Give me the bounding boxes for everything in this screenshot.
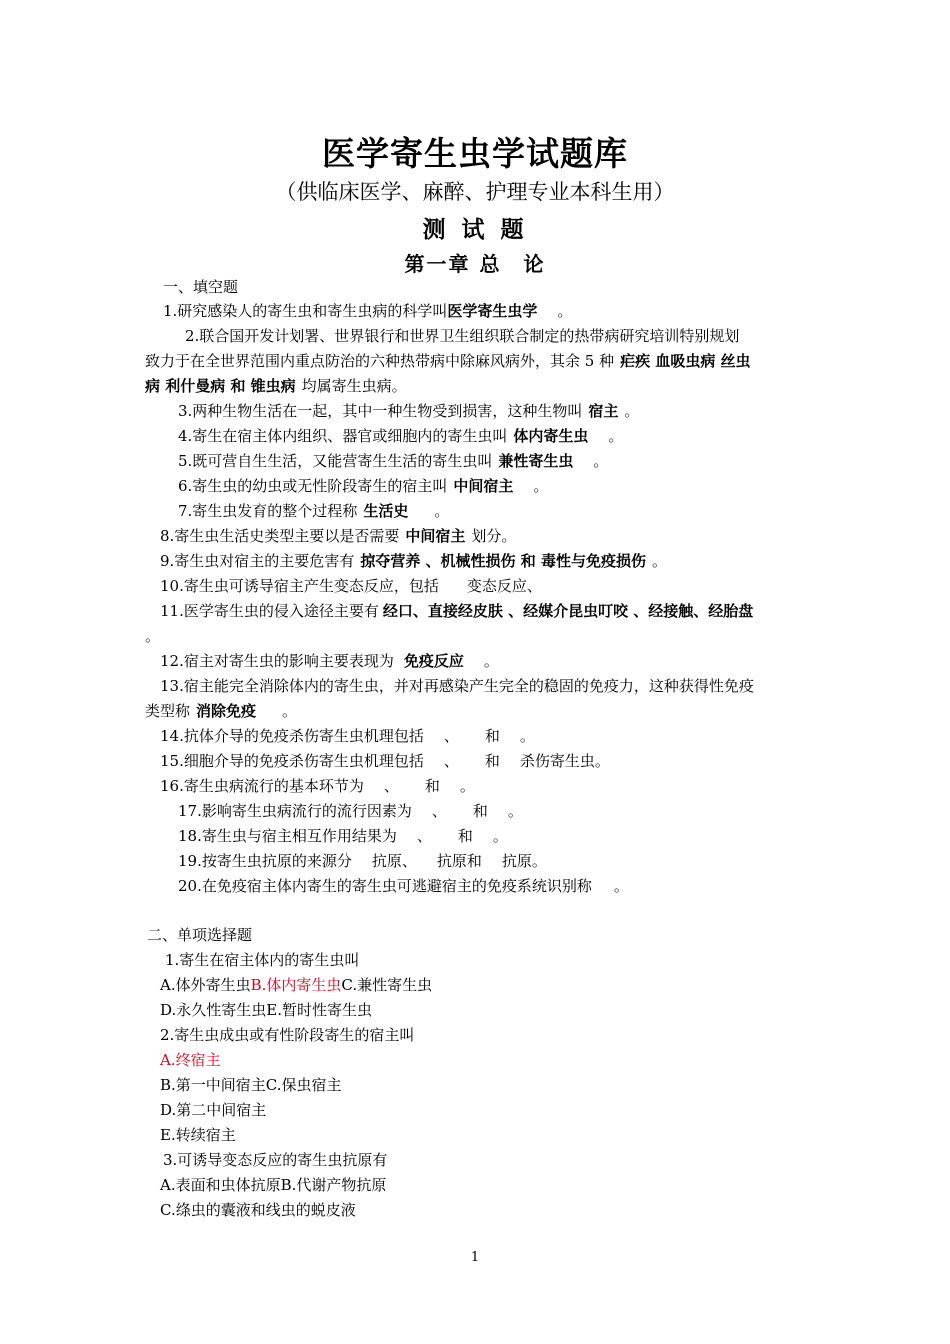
- answer: 消除免疫: [196, 702, 257, 720]
- choice-q2-option-e: E.转续宿主: [160, 1126, 236, 1144]
- chapter-heading: 第一章 总 论: [404, 252, 546, 276]
- fill-q15: [160, 749, 610, 774]
- fill-q10: [160, 574, 542, 599]
- option-b: B.代谢产物抗原: [280, 1176, 387, 1194]
- separator: 和: [457, 827, 473, 845]
- fill-q4: [178, 424, 623, 449]
- fill-q12: [160, 649, 499, 674]
- answer: 疟疾 血吸虫病 丝虫: [620, 352, 751, 370]
- question-text: 20.在免疫宿主体内寄生的寄生虫可逃避宿主的免疫系统识别称: [178, 877, 592, 895]
- answer: 宿主: [588, 402, 619, 420]
- answer: 掠夺营养 、机械性损伤 和 毒性与免疫损伤: [360, 552, 646, 570]
- choice-q1-options-row2: [160, 998, 372, 1023]
- question-end: 。: [434, 502, 450, 520]
- option-b-correct: B.体内寄生虫: [250, 976, 342, 994]
- choice-q2-option-d: D.第二中间宿主: [160, 1101, 267, 1119]
- answer: 兼性寄生虫: [498, 452, 574, 470]
- question-text: 9.寄生虫对宿主的主要危害有: [160, 552, 355, 570]
- fill-q11-end: 。: [145, 627, 161, 645]
- question-end: 。: [492, 827, 508, 845]
- question-end: 。: [507, 802, 523, 820]
- question-end: 。: [652, 552, 668, 570]
- question-end: 。: [519, 727, 535, 745]
- option-b: B.第一中间宿主: [160, 1076, 266, 1094]
- fill-q17: [178, 799, 523, 824]
- antigen-part: 抗原、: [371, 852, 417, 870]
- document-subtitle: （供临床医学、麻醉、护理专业本科生用）: [275, 180, 675, 204]
- answer: 体内寄生虫: [513, 427, 589, 445]
- question-text: 19.按寄生虫抗原的来源分: [178, 852, 352, 870]
- choice-q3-stem: 3.可诱导变态反应的寄生虫抗原有: [163, 1151, 388, 1169]
- question-end: 。: [608, 427, 624, 445]
- answer: 中间宿主: [453, 477, 514, 495]
- question-end: 。: [282, 702, 298, 720]
- fill-q11: [160, 599, 753, 624]
- fill-q13-line2: [145, 699, 297, 724]
- question-text: 4.寄生在宿主体内组织、器官或细胞内的寄生虫叫: [178, 427, 508, 445]
- fill-q7: [178, 499, 449, 524]
- question-text: 致力于在全世界范围内重点防治的六种热带病中除麻风病外，其余 5 种: [145, 352, 615, 370]
- question-text: 8.寄生虫生活史类型主要以是否需要: [160, 527, 400, 545]
- separator: 、: [443, 752, 459, 770]
- question-text: 10.寄生虫可诱导宿主产生变态反应，包括: [160, 577, 439, 595]
- separator: 和: [472, 802, 488, 820]
- question-text: 15.细胞介导的免疫杀伤寄生虫机理包括: [160, 752, 424, 770]
- question-end: 。: [557, 302, 573, 320]
- question-end: 划分。: [471, 527, 517, 545]
- question-text: 12.宿主对寄生虫的影响主要表现为: [160, 652, 394, 670]
- question-text: 7.寄生虫发育的整个过程称: [178, 502, 358, 520]
- question-end: 变态反应、: [466, 577, 542, 595]
- antigen-part: 抗原和: [436, 852, 482, 870]
- document-title: 医学寄生虫学试题库: [322, 134, 628, 173]
- fill-q1: [163, 299, 572, 324]
- question-text: 类型称: [145, 702, 191, 720]
- question-end: 杀伤寄生虫。: [519, 752, 610, 770]
- question-text: 5.既可营自生生活，又能营寄生生活的寄生虫叫: [178, 452, 493, 470]
- answer: 生活史: [363, 502, 409, 520]
- choice-q2-options-row2: [160, 1073, 342, 1098]
- choice-q3-option-c: C.绦虫的囊液和线虫的蜕皮液: [160, 1201, 356, 1219]
- fill-section-heading: 一、填空题: [163, 278, 239, 296]
- fill-q3: [178, 399, 639, 424]
- page-number: 1: [470, 1250, 480, 1265]
- fill-q13-line1: 13.宿主能完全消除体内的寄生虫，并对再感染产生完全的稳固的免疫力，这种获得性免疫: [160, 677, 754, 695]
- separator: 、: [443, 727, 459, 745]
- question-text: 3.两种生物生活在一起，其中一种生物受到损害，这种生物叫: [178, 402, 583, 420]
- separator: 、: [383, 777, 399, 795]
- question-text: 1.研究感染人的寄生虫和寄生虫病的科学叫: [163, 302, 448, 320]
- choice-q1-options-row1: [160, 973, 432, 998]
- question-end: 。: [459, 777, 475, 795]
- question-end: 均属寄生虫病。: [301, 377, 407, 395]
- question-text: 6.寄生虫的幼虫或无性阶段寄生的宿主叫: [178, 477, 448, 495]
- fill-q16: [160, 774, 475, 799]
- option-a: A.体外寄生虫: [160, 976, 251, 994]
- separator: 和: [424, 777, 440, 795]
- option-c: C.保虫宿主: [265, 1076, 342, 1094]
- separator: 、: [431, 802, 447, 820]
- answer: 免疫反应: [403, 652, 464, 670]
- fill-q14: [160, 724, 535, 749]
- fill-q5: [178, 449, 608, 474]
- choice-q2-option-a-correct: A.终宿主: [160, 1051, 221, 1069]
- choice-q2-stem: 2.寄生虫成虫或有性阶段寄生的宿主叫: [160, 1026, 415, 1044]
- fill-q6: [178, 474, 548, 499]
- choice-section-heading: 二、单项选择题: [147, 926, 253, 944]
- separator: 和: [484, 752, 500, 770]
- answer: 中间宿主: [405, 527, 466, 545]
- question-text: 17.影响寄生虫病流行的流行因素为: [178, 802, 412, 820]
- question-text: 16.寄生虫病流行的基本环节为: [160, 777, 364, 795]
- question-text: 18.寄生虫与宿主相互作用结果为: [178, 827, 397, 845]
- choice-q3-options-row1: [160, 1173, 386, 1198]
- separator: 和: [484, 727, 500, 745]
- question-end: 。: [533, 477, 549, 495]
- option-c: C.兼性寄生虫: [341, 976, 433, 994]
- answer: 医学寄生虫学: [447, 302, 538, 320]
- fill-q19: [178, 849, 547, 874]
- fill-q2-line2: [145, 349, 751, 374]
- answer: 经口、直接经皮肤 、经媒介昆虫叮咬 、经接触、经胎盘: [382, 602, 754, 620]
- separator: 、: [416, 827, 432, 845]
- question-text: 11.医学寄生虫的侵入途径主要有: [160, 602, 379, 620]
- fill-q9: [160, 549, 667, 574]
- fill-q18: [178, 824, 508, 849]
- question-end: 。: [624, 402, 640, 420]
- test-heading: 测 试 题: [422, 216, 528, 243]
- fill-q20: [178, 874, 629, 899]
- question-end: 。: [613, 877, 629, 895]
- choice-q1-stem: 1.寄生在宿主体内的寄生虫叫: [165, 951, 360, 969]
- fill-q8: [160, 524, 516, 549]
- option-d: D.永久性寄生虫: [160, 1001, 267, 1019]
- option-a: A.表面和虫体抗原: [160, 1176, 281, 1194]
- fill-q2-line1: 2.联合国开发计划署、世界银行和世界卫生组织联合制定的热带病研究培训特别规划: [185, 327, 740, 345]
- question-text: 14.抗体介导的免疫杀伤寄生虫机理包括: [160, 727, 424, 745]
- question-end: 。: [483, 652, 499, 670]
- antigen-part: 抗原。: [501, 852, 547, 870]
- fill-q2-line3: [145, 374, 407, 399]
- answer: 病 利什曼病 和 锥虫病: [145, 377, 296, 395]
- question-end: 。: [593, 452, 609, 470]
- option-e: E.暂时性寄生虫: [266, 1001, 372, 1019]
